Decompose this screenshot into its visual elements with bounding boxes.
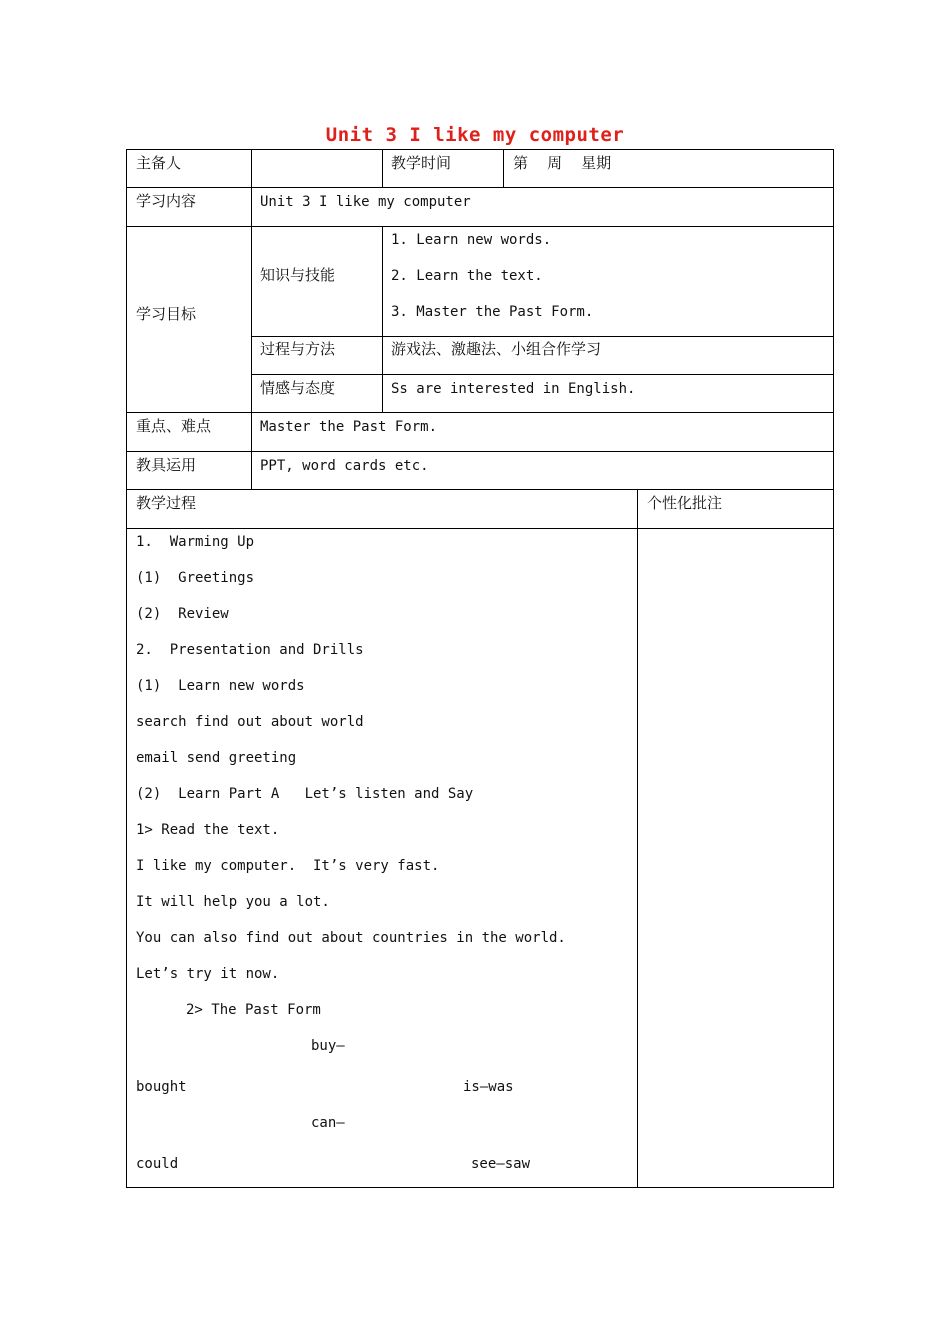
process-line: 2> The Past Form bbox=[186, 1002, 321, 1018]
preparer-label: 主备人 bbox=[136, 154, 182, 172]
process-line: buy— bbox=[311, 1038, 345, 1054]
process-line: It will help you a lot. bbox=[136, 894, 330, 910]
knowledge-label: 知识与技能 bbox=[260, 266, 336, 284]
emotion-value: Ss are interested in English. bbox=[391, 381, 636, 397]
process-line: Let’s try it now. bbox=[136, 966, 280, 982]
content-value: Unit 3 I like my computer bbox=[260, 194, 471, 210]
teaching-process-label: 教学过程 bbox=[136, 494, 197, 512]
process-line: 1. Warming Up bbox=[136, 534, 255, 550]
tools-value: PPT, word cards etc. bbox=[260, 458, 429, 474]
process-line: (1) Greetings bbox=[136, 570, 255, 586]
process-line: 1> Read the text. bbox=[136, 822, 280, 838]
process-line: (2) Learn Part A Let’s listen and Say bbox=[136, 786, 474, 802]
process-line: 2. Presentation and Drills bbox=[136, 642, 364, 658]
process-line: can— bbox=[311, 1115, 345, 1131]
knowledge-item: 2. Learn the text. bbox=[391, 268, 543, 284]
process-line: see—saw bbox=[471, 1156, 531, 1172]
knowledge-item: 1. Learn new words. bbox=[391, 232, 552, 248]
key-points-label: 重点、难点 bbox=[136, 417, 212, 435]
knowledge-item: 3. Master the Past Form. bbox=[391, 304, 594, 320]
teaching-time-value: 第 周 星期 bbox=[513, 154, 612, 172]
teaching-time-label: 教学时间 bbox=[391, 154, 452, 172]
content-label: 学习内容 bbox=[136, 192, 197, 210]
key-points-value: Master the Past Form. bbox=[260, 419, 438, 435]
process-line: (2) Review bbox=[136, 606, 229, 622]
document-title: Unit 3 I like my computer bbox=[325, 124, 625, 146]
emotion-label: 情感与态度 bbox=[260, 379, 336, 397]
objectives-label: 学习目标 bbox=[136, 305, 197, 323]
process-line: is—was bbox=[463, 1079, 514, 1095]
process-line: I like my computer. It’s very fast. bbox=[136, 858, 440, 874]
process-line: search find out about world bbox=[136, 714, 364, 730]
process-method-label: 过程与方法 bbox=[260, 340, 336, 358]
notes-label: 个性化批注 bbox=[647, 494, 723, 512]
process-line: email send greeting bbox=[136, 750, 297, 766]
process-line: could bbox=[136, 1156, 179, 1172]
process-line: (1) Learn new words bbox=[136, 678, 305, 694]
tools-label: 教具运用 bbox=[136, 456, 197, 474]
process-line: You can also find out about countries in the world. bbox=[136, 930, 566, 946]
process-method-value: 游戏法、激趣法、小组合作学习 bbox=[391, 340, 602, 358]
process-line: bought bbox=[136, 1079, 187, 1095]
